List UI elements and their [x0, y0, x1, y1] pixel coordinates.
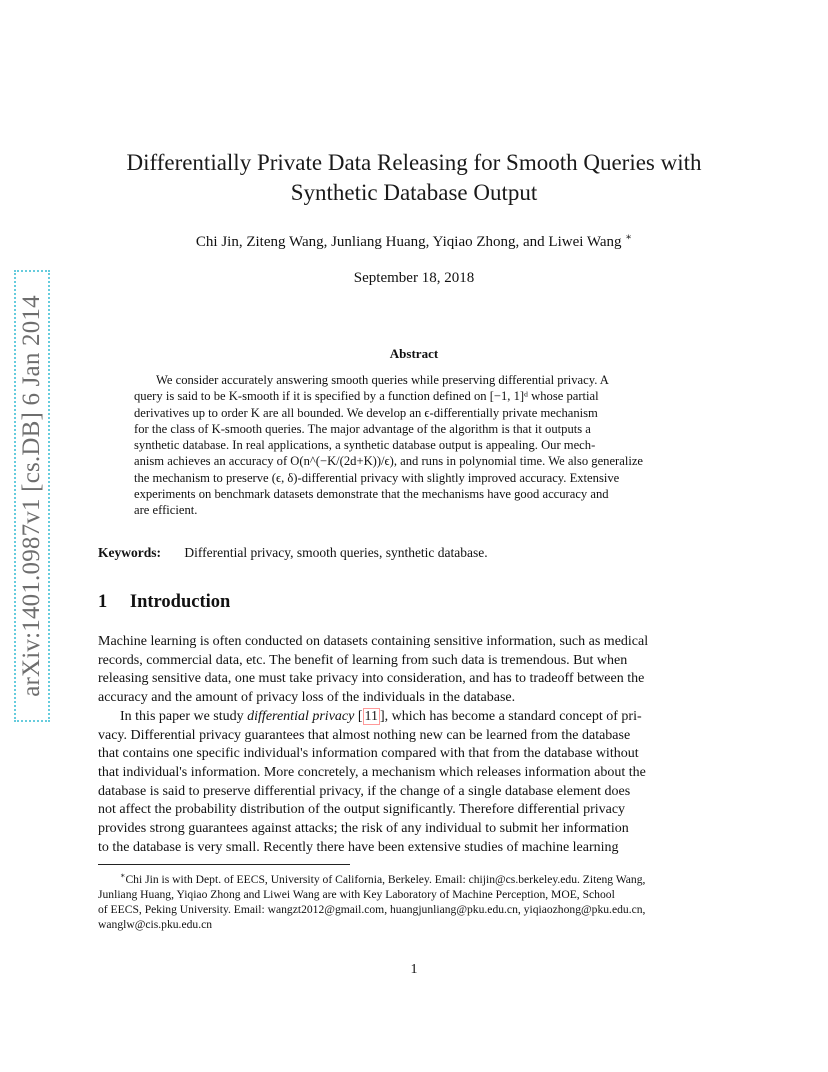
section-heading	[98, 592, 230, 613]
paragraph-1-line: records, commercial data, etc. The benefit of learning from such data is tremendous. But when	[98, 652, 628, 668]
abstract-line: experiments on benchmark datasets demonstrate that the mechanisms have good accuracy and	[134, 487, 609, 502]
paragraph-2-suffix: , which has become a standard concept of pri-	[384, 708, 642, 724]
footnote-line: of EECS, Peking University. Email: wangzt2012@gmail.com, huangjunliang@pku.edu.cn, yiqiaozhong@pku.edu.cn,	[98, 903, 646, 917]
abstract-line: the mechanism to preserve (ϵ, δ)-differential privacy with slightly improved accuracy. Extensive	[134, 470, 620, 485]
citation-link[interactable]: 11	[364, 708, 378, 724]
keywords-label: Keywords:	[98, 545, 161, 560]
footnote-line	[98, 868, 730, 887]
paper-title-line-1: Differentially Private Data Releasing for Smooth Queries with	[126, 150, 702, 175]
author-names: Chi Jin, Ziteng Wang, Junliang Huang, Yiqiao Zhong, and Liwei Wang	[195, 234, 622, 250]
footnote-line-text: Chi Jin is with Dept. of EECS, University of California, Berkeley. Email: chijin@cs.berkeley.edu. Ziteng Wang,	[125, 872, 646, 886]
paragraph-2-line: provides strong guarantees against attacks; the risk of any individual to submit her information	[98, 821, 629, 837]
paragraph-2-first-line: In this paper we study differential privacy [ 11 ], which has become a standard concept of pri-	[120, 708, 642, 724]
abstract-line: for the class of K-smooth queries. The major advantage of the algorithm is that it outputs a	[134, 421, 591, 436]
footnote-mark: ∗	[120, 871, 126, 880]
paragraph-1-line: releasing sensitive data, one must take privacy into consideration, and has to tradeoff between the	[98, 671, 645, 687]
author-footnote-mark[interactable]: ∗	[625, 232, 633, 243]
footnote-divider	[98, 864, 350, 865]
paper-title-line-2: Synthetic Database Output	[290, 180, 538, 205]
paragraph-2-prefix: In this paper we study	[120, 708, 248, 724]
abstract-line: derivatives up to order K are all bounded. We develop an ϵ-differentially private mechanism	[134, 405, 598, 420]
emphasized-term: differential privacy	[247, 708, 355, 724]
paragraph-2-line: not affect the probability distribution of the output significantly. Therefore differential privacy	[98, 802, 626, 818]
paragraph-2-line: that individual's information. More concretely, a mechanism which releases information about the	[98, 764, 646, 780]
paper-date: September 18, 2018	[353, 270, 475, 286]
section-title: Introduction	[129, 592, 231, 612]
paragraph-2-line: vacy. Differential privacy guarantees that almost nothing new can be learned from the database	[98, 727, 631, 743]
introduction-body	[98, 633, 730, 857]
author-list	[90, 232, 738, 251]
abstract-line: synthetic database. In real applications, a synthetic database output is appealing. Our mech-	[134, 438, 596, 453]
paragraph-2-line: that contains one specific individual's information compared with that from the database without	[98, 746, 639, 762]
footnote-line: wanglw@cis.pku.edu.cn	[98, 918, 213, 932]
paragraph-2-line: to the database is very small. Recently there have been extensive studies of machine learning	[98, 839, 619, 855]
abstract-heading: Abstract	[389, 346, 439, 361]
arxiv-identifier-stamp[interactable]	[14, 270, 50, 722]
abstract-line: are efficient.	[134, 503, 198, 518]
paper-title	[90, 148, 738, 208]
paragraph-2-line: database is said to preserve differential privacy, if the change of a single database element does	[98, 783, 631, 799]
keywords-text: Differential privacy, smooth queries, synthetic database.	[184, 545, 488, 560]
section-number: 1	[98, 592, 108, 612]
abstract-line: query is said to be K-smooth if it is specified by a function defined on [−1, 1]ᵈ whose partial	[134, 389, 599, 404]
arxiv-identifier-text: arXiv:1401.0987v1 [cs.DB] 6 Jan 2014	[18, 295, 45, 697]
footnote	[98, 868, 730, 933]
page-number: 1	[410, 962, 418, 977]
footnote-line: Junliang Huang, Yiqiao Zhong and Liwei Wang are with Key Laboratory of Machine Perception, MOE, School	[98, 888, 615, 902]
abstract-line: anism achieves an accuracy of O(n^(−K/(2d+K))/ϵ), and runs in polynomial time. We also generalize	[134, 454, 644, 469]
abstract-body	[134, 372, 694, 519]
abstract-line: We consider accurately answering smooth queries while preserving differential privacy. A	[156, 373, 609, 387]
paragraph-1-line: Machine learning is often conducted on datasets containing sensitive information, such as medical	[98, 634, 649, 649]
paragraph-1-line: accuracy and the amount of privacy loss of the individuals in the database.	[98, 690, 516, 706]
keywords	[98, 545, 738, 561]
